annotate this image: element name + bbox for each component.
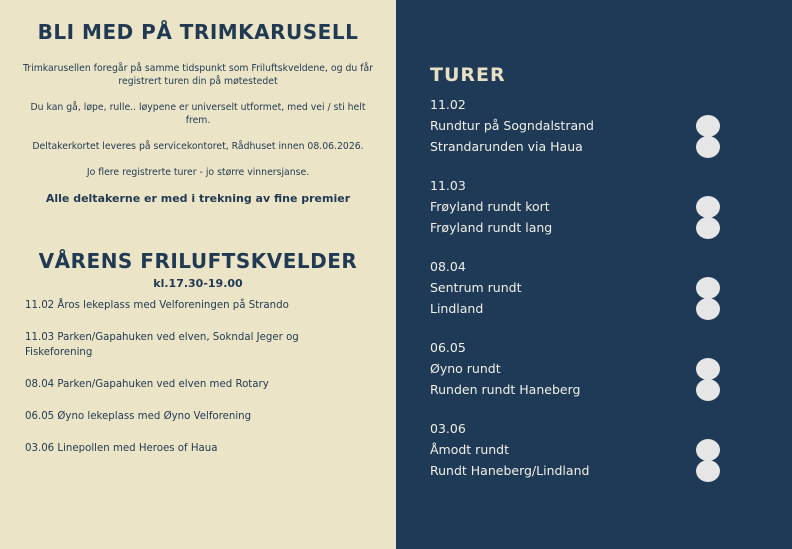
tour-group <box>430 95 730 157</box>
event-item: 08.04 Parken/Gapahuken ved elven med Rotary <box>25 379 269 390</box>
tour-route-label: Runden rundt Haneberg <box>430 382 581 397</box>
delivery-paragraph: Deltakerkortet leveres på servicekontoret, Rådhuset innen 08.06.2026. <box>32 141 364 152</box>
tour-route-label: Øyno rundt <box>430 361 501 376</box>
tour-row <box>430 136 720 157</box>
event-list <box>20 298 376 456</box>
tour-row <box>430 277 720 298</box>
intro-paragraph: Trimkarusellen foregår på samme tidspunkt som Friluftskveldene, og du får registrert turen din på møtestedet <box>22 63 373 87</box>
registration-circle[interactable] <box>696 298 720 320</box>
tour-date: 08.04 <box>430 259 466 274</box>
tour-route-label: Strandarunden via Haua <box>430 139 583 154</box>
tour-route-label: Rundtur på Sogndalstrand <box>430 118 594 133</box>
chance-paragraph: Jo flere registrerte turer - jo større vinnersjanse. <box>86 167 310 178</box>
tour-route-label: Åmodt rundt <box>430 442 510 457</box>
route-info-paragraph: Du kan gå, løpe, rulle.. løypene er universelt utformet, med vei / sti helt frem. <box>30 102 366 126</box>
friluftskvelder-heading: VÅRENS FRILUFTSKVELDER <box>38 249 358 273</box>
tour-date: 11.02 <box>430 97 466 112</box>
registration-circle[interactable] <box>696 277 720 299</box>
tour-row <box>430 115 720 136</box>
registration-circle[interactable] <box>696 460 720 482</box>
tour-row <box>430 196 720 217</box>
tour-route-label: Rundt Haneberg/Lindland <box>430 463 590 478</box>
event-item: 11.02 Åros lekeplass med Velforeningen på Strando <box>25 300 289 311</box>
event-time: kl.17.30-19.00 <box>153 277 243 290</box>
tour-row <box>430 439 720 460</box>
tour-route-label: Frøyland rundt lang <box>430 220 553 235</box>
tour-group <box>430 338 730 400</box>
registration-circle[interactable] <box>696 439 720 461</box>
event-item: 06.05 Øyno lekeplass med Øyno Velforening <box>25 411 252 422</box>
tour-row <box>430 298 720 319</box>
tour-group <box>430 419 730 481</box>
tour-row <box>430 358 720 379</box>
event-item: 11.03 Parken/Gapahuken ved elven, Sokndal Jeger og Fiskeforening <box>25 332 299 358</box>
registration-circle[interactable] <box>696 196 720 218</box>
tour-date: 03.06 <box>430 421 466 436</box>
event-item: 03.06 Linepollen med Heroes of Haua <box>25 443 218 454</box>
registration-circle[interactable] <box>696 379 720 401</box>
tour-list <box>430 95 730 500</box>
tour-route-label: Frøyland rundt kort <box>430 199 550 214</box>
prize-highlight: Alle deltakerne er med i trekning av fine premier <box>45 192 351 205</box>
tour-route-label: Lindland <box>430 301 484 316</box>
registration-circle[interactable] <box>696 217 720 239</box>
tour-row <box>430 460 720 481</box>
tour-date: 11.03 <box>430 178 466 193</box>
tour-group <box>430 257 730 319</box>
tour-row <box>430 217 720 238</box>
tour-group <box>430 176 730 238</box>
tour-route-label: Sentrum rundt <box>430 280 522 295</box>
tour-row <box>430 379 720 400</box>
trimkarusell-heading: BLI MED PÅ TRIMKARUSELL <box>37 20 359 44</box>
registration-circle[interactable] <box>696 115 720 137</box>
turer-heading: TURER <box>430 64 506 86</box>
registration-circle[interactable] <box>696 136 720 158</box>
registration-circle[interactable] <box>696 358 720 380</box>
tour-date: 06.05 <box>430 340 466 355</box>
